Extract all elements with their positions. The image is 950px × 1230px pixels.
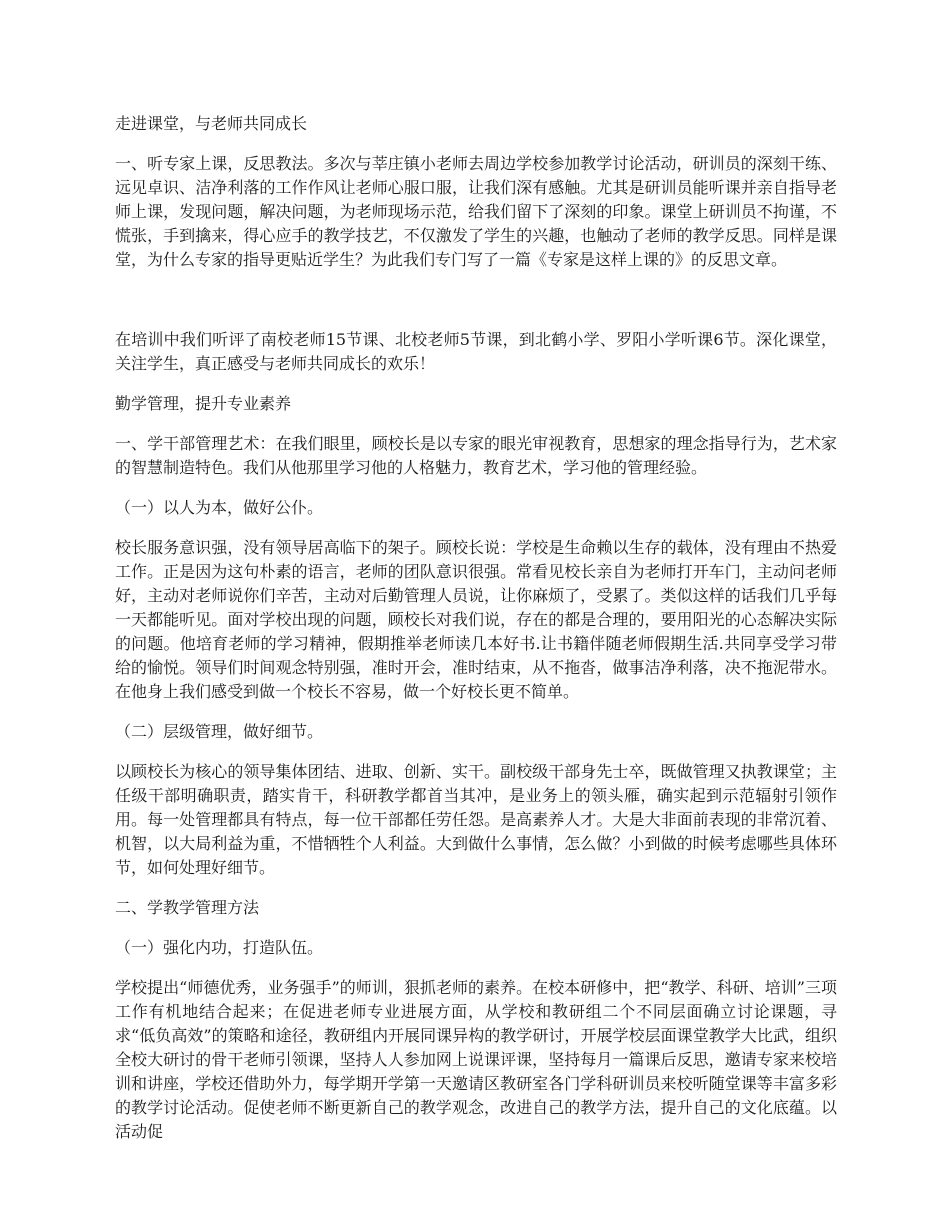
subsection-heading: （二）层级管理，做好细节。 xyxy=(115,722,324,741)
subsection-heading: （一）以人为本，做好公仆。 xyxy=(115,498,324,517)
subsection-heading: （一）强化内功，打造队伍。 xyxy=(115,938,324,957)
paragraph: 一、学干部管理艺术：在我们眼里，顾校长是以专家的眼光审视教育，思想家的理念指导行为，艺术家的智慧制造特色。我们从他那里学习他的人格魅力，教育艺术，学习他的管理经验。 xyxy=(115,434,837,477)
section-heading: 勤学管理，提升专业素养 xyxy=(115,394,292,413)
section-heading: 走进课堂，与老师共同成长 xyxy=(115,114,308,133)
blank-gap xyxy=(115,288,837,328)
document-page xyxy=(115,112,837,1160)
paragraph: 学校提出“师德优秀，业务强手”的师训，狠抓老师的素养。在校本研修中，把“教学、科研、培训”三项工作有机地结合起来；在促进老师专业进展方面，从学校和教研组二个不同层面确立讨论课题，寻求“低负高效”的策略和途径，教研组内开展同课异构的教学研讨，开展学校层面课堂教学大比武，组织全校大研讨的骨干老师引领课，坚持人人参加网上说课评课，坚持每月一篇课后反思，邀请专家来校培训和讲座，学校还借助外力，每学期开学第一天邀请区教研室各门学科研训员来校听随堂课等丰富多彩的教学讨论活动。促使老师不断更新自己的教学观念，改进自己的教学方法，提升自己的文化底蕴。以活动促 xyxy=(115,978,837,1141)
paragraph: 以顾校长为核心的领导集体团结、进取、创新、实干。副校级干部身先士卒，既做管理又执教课堂；主任级干部明确职责，踏实肯干，科研教学都首当其冲，是业务上的领头雁，确实起到示范辐射引领作用。每一处管理都具有特点，每一位干部都任劳任怨。是高素养人才。大是大非面前表现的非常沉着、机智，以大局利益为重，不惜牺牲个人利益。大到做什么事情，怎么做？小到做的时候考虑哪些具体环节，如何处理好细节。 xyxy=(115,762,837,877)
section-heading: 二、学教学管理方法 xyxy=(115,898,260,917)
paragraph: 校长服务意识强，没有领导居高临下的架子。顾校长说：学校是生命赖以生存的载体，没有理由不热爱工作。正是因为这句朴素的语言，老师的团队意识很强。常看见校长亲自为老师打开车门，主动问老师好，主动对老师说你们辛苦，主动对后勤管理人员说，让你麻烦了，受累了。类似这样的话我们几乎每一天都能听见。面对学校出现的问题，顾校长对我们说，存在的都是合理的，要用阳光的心态解决实际的问题。他培育老师的学习精神，假期推举老师读几本好书.让书籍伴随老师假期生活.共同享受学习带给的愉悦。领导们时间观念特别强，准时开会，准时结束，从不拖沓，做事洁净利落，决不拖泥带水。在他身上我们感受到做一个校长不容易，做一个好校长更不简单。 xyxy=(115,538,837,701)
paragraph: 在培训中我们听评了南校老师15节课、北校老师5节课，到北鹤小学、罗阳小学听课6节。深化课堂，关注学生，真正感受与老师共同成长的欢乐！ xyxy=(115,330,837,373)
paragraph: 一、听专家上课，反思教法。多次与莘庄镇小老师去周边学校参加教学讨论活动，研训员的深刻干练、远见卓识、洁净利落的工作作风让老师心服口服，让我们深有感触。尤其是研训员能听课并亲自指导老师上课，发现问题，解决问题，为老师现场示范，给我们留下了深刻的印象。课堂上研训员不拘谨，不慌张，手到擒来，得心应手的教学技艺，不仅激发了学生的兴趣，也触动了老师的教学反思。同样是课堂，为什么专家的指导更贴近学生？为此我们专门写了一篇《专家是这样上课的》的反思文章。 xyxy=(115,154,837,269)
